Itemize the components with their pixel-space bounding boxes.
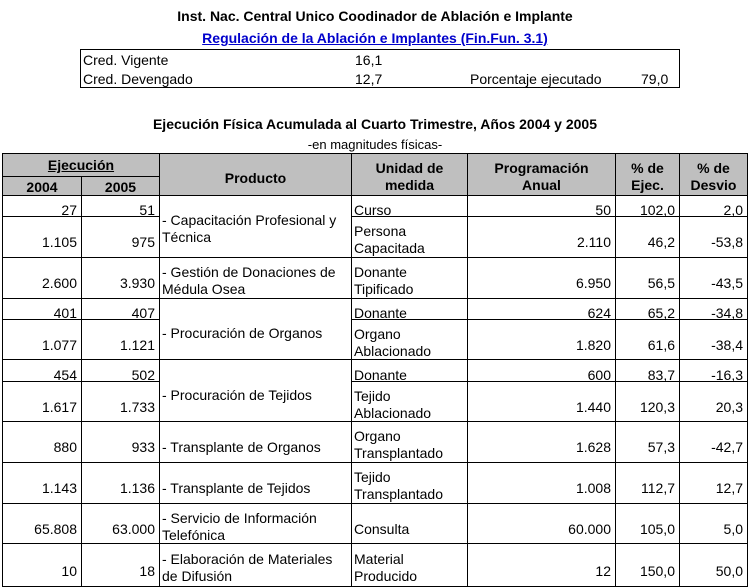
cell-value: 56,5 bbox=[647, 275, 675, 291]
cred-vigente-label: Cred. Vigente bbox=[83, 52, 169, 68]
table-cell-desvio bbox=[680, 544, 748, 587]
table-cell-2004 bbox=[3, 544, 82, 587]
cell-value: -34,8 bbox=[711, 305, 743, 320]
table-cell-2005 bbox=[82, 299, 160, 320]
table-cell-desvio bbox=[680, 463, 748, 504]
program-title: Regulación de la Ablación e Implantes (Fin.Fun. 3.1) bbox=[202, 30, 548, 46]
cell-value: 12 bbox=[595, 563, 611, 579]
table-cell-producto bbox=[160, 299, 352, 360]
header-pct-desvio-line2: Desvio bbox=[690, 177, 737, 193]
table-cell-2004 bbox=[3, 422, 82, 463]
header-2005-label: 2005 bbox=[104, 179, 137, 195]
cell-value: 624 bbox=[587, 305, 611, 320]
cell-value: 57,3 bbox=[647, 439, 675, 455]
header-producto-label: Producto bbox=[224, 170, 287, 186]
cred-devengado-value: 12,7 bbox=[355, 71, 383, 87]
cell-value: 50 bbox=[595, 202, 611, 217]
cell-value: -42,7 bbox=[711, 439, 743, 455]
cell-value: 2.600 bbox=[41, 275, 77, 291]
table-cell-desvio bbox=[680, 382, 748, 422]
cell-value: -38,4 bbox=[711, 337, 743, 353]
table-cell-producto bbox=[160, 463, 352, 504]
header-unidad-line1: Unidad de bbox=[375, 160, 444, 176]
table-cell-unidad bbox=[352, 299, 468, 320]
header-pct-desvio-line1: % de bbox=[697, 160, 730, 176]
cell-value: 18 bbox=[139, 563, 155, 579]
table-cell-2005 bbox=[82, 463, 160, 504]
table-cell-producto bbox=[160, 258, 352, 299]
cell-value: 2,0 bbox=[723, 202, 743, 217]
cell-value: 1.617 bbox=[41, 399, 77, 415]
table-cell-producto bbox=[160, 196, 352, 258]
cell-value: 12,7 bbox=[715, 480, 743, 496]
table-cell-unidad bbox=[352, 504, 468, 544]
cell-value: 112,7 bbox=[641, 480, 675, 496]
table-cell-2005 bbox=[82, 360, 160, 382]
table-cell-unidad bbox=[352, 463, 468, 504]
cell-value: 1.121 bbox=[119, 337, 155, 353]
cell-value: - Servicio de Información Telefónica bbox=[162, 510, 317, 543]
table-cell-desvio bbox=[680, 320, 748, 360]
table-cell-prog bbox=[468, 320, 616, 360]
table-cell-prog bbox=[468, 544, 616, 587]
cell-value: 1.077 bbox=[41, 337, 77, 353]
cell-value: 880 bbox=[53, 439, 77, 455]
cell-value: 1.105 bbox=[41, 234, 77, 250]
header-pct-ejec-line1: % de bbox=[631, 160, 664, 176]
cell-value: 20,3 bbox=[715, 399, 743, 415]
table-cell-unidad bbox=[352, 360, 468, 382]
table-cell-prog bbox=[468, 504, 616, 544]
table-cell-2005 bbox=[82, 544, 160, 587]
cell-value: - Elaboración de Materiales de Difusión bbox=[162, 551, 333, 584]
cell-value: 933 bbox=[131, 439, 155, 455]
cred-devengado-label: Cred. Devengado bbox=[83, 71, 193, 87]
cell-value: Curso bbox=[354, 202, 392, 217]
cell-value: 150,0 bbox=[639, 563, 675, 579]
table-cell-2005 bbox=[82, 196, 160, 217]
cell-value: 1.820 bbox=[575, 337, 611, 353]
cell-value: 5,0 bbox=[723, 521, 743, 537]
cell-value: Donante bbox=[354, 367, 407, 382]
cell-value: -43,5 bbox=[711, 275, 743, 291]
table-cell-ejec bbox=[616, 544, 680, 587]
cell-value: 63.000 bbox=[112, 521, 155, 537]
table-cell-2004 bbox=[3, 196, 82, 217]
header-2005 bbox=[82, 177, 160, 196]
cell-value: 51 bbox=[139, 202, 155, 217]
cell-value: 1.440 bbox=[575, 399, 611, 415]
table-cell-2004 bbox=[3, 299, 82, 320]
table-cell-ejec bbox=[616, 360, 680, 382]
credits-box bbox=[80, 49, 680, 88]
cell-value: 1.143 bbox=[41, 480, 77, 496]
table-cell-2004 bbox=[3, 360, 82, 382]
cell-value: 454 bbox=[53, 367, 77, 382]
table-cell-prog bbox=[468, 360, 616, 382]
table-cell-2005 bbox=[82, 422, 160, 463]
table-cell-ejec bbox=[616, 258, 680, 299]
table-cell-producto bbox=[160, 360, 352, 422]
table-cell-prog bbox=[468, 258, 616, 299]
cell-value: 3.930 bbox=[119, 275, 155, 291]
table-cell-ejec bbox=[616, 463, 680, 504]
table-cell-2004 bbox=[3, 320, 82, 360]
cell-value: Consulta bbox=[354, 521, 410, 537]
table-cell-producto bbox=[160, 504, 352, 544]
cell-value: 600 bbox=[587, 367, 611, 382]
cell-value: 27 bbox=[61, 202, 77, 217]
cell-value: 65.808 bbox=[34, 521, 77, 537]
header-ejecucion-label: Ejecución bbox=[47, 157, 115, 173]
table-cell-unidad bbox=[352, 196, 468, 217]
cell-value: Donante Tipificado bbox=[354, 264, 414, 297]
header-2004 bbox=[3, 177, 82, 196]
cell-value: 6.950 bbox=[575, 275, 611, 291]
table-cell-ejec bbox=[616, 217, 680, 258]
cell-value: -53,8 bbox=[711, 234, 743, 250]
porcentaje-value: 79,0 bbox=[641, 71, 669, 87]
header-programacion-line2: Anual bbox=[522, 177, 561, 193]
cell-value: 65,2 bbox=[647, 305, 675, 320]
header-ejecucion bbox=[3, 154, 160, 177]
table-cell-desvio bbox=[680, 258, 748, 299]
cell-value: 102,0 bbox=[639, 202, 675, 217]
cell-value: Organo Transplantado bbox=[354, 428, 443, 461]
table-cell-desvio bbox=[680, 299, 748, 320]
table-cell-2005 bbox=[82, 504, 160, 544]
table-cell-2004 bbox=[3, 463, 82, 504]
cell-value: 401 bbox=[53, 305, 77, 320]
cell-value: 407 bbox=[131, 305, 155, 320]
table-cell-ejec bbox=[616, 382, 680, 422]
header-programacion-line1: Programación bbox=[494, 160, 589, 176]
table-cell-unidad bbox=[352, 422, 468, 463]
cell-value: - Procuración de Organos bbox=[162, 325, 323, 341]
table-cell-prog bbox=[468, 217, 616, 258]
table-cell-ejec bbox=[616, 320, 680, 360]
header-pct-ejec-line2: Ejec. bbox=[631, 177, 664, 193]
cell-value: Organo Ablacionado bbox=[354, 326, 432, 359]
header-pct-desvio bbox=[680, 154, 748, 196]
cell-value: 1.008 bbox=[575, 480, 611, 496]
table-cell-ejec bbox=[616, 504, 680, 544]
table-cell-prog bbox=[468, 463, 616, 504]
cell-value: 502 bbox=[131, 367, 155, 382]
cell-value: Donante bbox=[354, 305, 407, 320]
cell-value: Tejido Transplantado bbox=[354, 469, 443, 502]
cell-value: - Transplante de Tejidos bbox=[162, 480, 311, 496]
header-programacion bbox=[468, 154, 616, 196]
table-cell-unidad bbox=[352, 217, 468, 258]
table-cell-ejec bbox=[616, 422, 680, 463]
table-cell-2004 bbox=[3, 258, 82, 299]
table-cell-2005 bbox=[82, 217, 160, 258]
table-cell-desvio bbox=[680, 422, 748, 463]
cell-value: 1.628 bbox=[575, 439, 611, 455]
cell-value: - Gestión de Donaciones de Médula Osea bbox=[162, 264, 336, 297]
cell-value: 1.733 bbox=[119, 399, 155, 415]
table-cell-producto bbox=[160, 544, 352, 587]
table-cell-prog bbox=[468, 196, 616, 217]
header-pct-ejec bbox=[616, 154, 680, 196]
table-cell-2004 bbox=[3, 217, 82, 258]
cell-value: Persona Capacitada bbox=[354, 223, 425, 256]
table-cell-prog bbox=[468, 299, 616, 320]
table-cell-2004 bbox=[3, 504, 82, 544]
table-cell-ejec bbox=[616, 299, 680, 320]
table-cell-2005 bbox=[82, 320, 160, 360]
cell-value: 61,6 bbox=[647, 337, 675, 353]
cell-value: - Capacitación Profesional y Técnica bbox=[162, 212, 337, 245]
section-note: -en magnitudes físicas- bbox=[307, 137, 443, 152]
cell-value: -16,3 bbox=[711, 367, 743, 382]
cell-value: 10 bbox=[61, 563, 77, 579]
table-cell-2004 bbox=[3, 382, 82, 422]
cell-value: 2.110 bbox=[577, 234, 611, 250]
table-cell-unidad bbox=[352, 258, 468, 299]
cell-value: 1.136 bbox=[119, 480, 155, 496]
cell-value: 975 bbox=[131, 234, 155, 250]
cell-value: Tejido Ablacionado bbox=[354, 388, 432, 421]
cell-value: - Procuración de Tejidos bbox=[162, 387, 312, 403]
table-cell-desvio bbox=[680, 217, 748, 258]
cell-value: 46,2 bbox=[647, 234, 675, 250]
header-producto bbox=[160, 154, 352, 196]
table-cell-desvio bbox=[680, 196, 748, 217]
cred-vigente-value: 16,1 bbox=[355, 52, 383, 68]
header-2004-label: 2004 bbox=[26, 179, 58, 195]
cell-value: Material Producido bbox=[354, 551, 418, 584]
table-cell-producto bbox=[160, 422, 352, 463]
table-cell-unidad bbox=[352, 544, 468, 587]
porcentaje-label: Porcentaje ejecutado bbox=[470, 71, 602, 87]
table-cell-unidad bbox=[352, 320, 468, 360]
cell-value: 60.000 bbox=[568, 521, 611, 537]
table-cell-ejec bbox=[616, 196, 680, 217]
cell-value: 83,7 bbox=[647, 367, 675, 382]
cell-value: - Transplante de Organos bbox=[162, 439, 321, 455]
header-unidad-line2: medida bbox=[384, 177, 434, 193]
table-cell-desvio bbox=[680, 504, 748, 544]
cell-value: 50,0 bbox=[715, 563, 743, 579]
section-title: Ejecución Física Acumulada al Cuarto Trimestre, Años 2004 y 2005 bbox=[152, 116, 598, 132]
table-cell-2005 bbox=[82, 382, 160, 422]
institution-title: Inst. Nac. Central Unico Coodinador de Ablación e Implante bbox=[177, 8, 573, 24]
cell-value: 105,0 bbox=[639, 521, 675, 537]
header-unidad bbox=[352, 154, 468, 196]
table-cell-desvio bbox=[680, 360, 748, 382]
table-cell-unidad bbox=[352, 382, 468, 422]
table-cell-prog bbox=[468, 382, 616, 422]
table-cell-prog bbox=[468, 422, 616, 463]
table-cell-2005 bbox=[82, 258, 160, 299]
cell-value: 120,3 bbox=[639, 399, 675, 415]
